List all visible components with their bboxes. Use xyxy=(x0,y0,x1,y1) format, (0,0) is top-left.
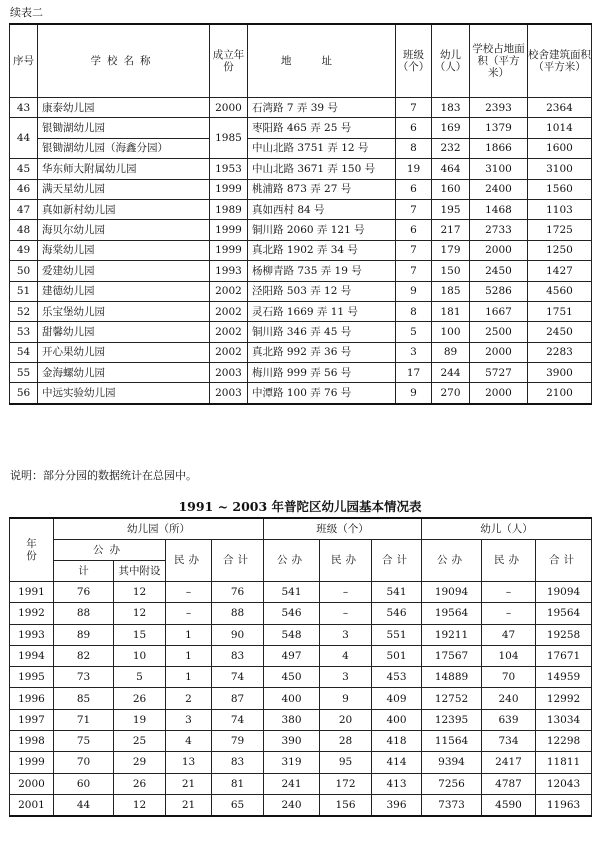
cell-children: 244 xyxy=(432,363,470,383)
cell-name: 海棠幼儿园 xyxy=(38,240,210,260)
cell-year: 1996 xyxy=(10,688,54,709)
cell-att: 25 xyxy=(114,731,166,752)
cell-children: 89 xyxy=(432,342,470,362)
cell-c-pub: 390 xyxy=(264,731,320,752)
cell-building: 1600 xyxy=(528,138,592,158)
table2-body xyxy=(10,582,592,817)
cell-k-tot: 12992 xyxy=(536,688,592,709)
cell-pub: 89 xyxy=(54,624,114,645)
cell-area: 1667 xyxy=(470,301,528,321)
cell-year: 1993 xyxy=(10,624,54,645)
cell-building: 2100 xyxy=(528,383,592,404)
cell-pub: 70 xyxy=(54,752,114,773)
cell-address: 灵石路 1669 弄 11 号 xyxy=(248,301,396,321)
header-children: 幼儿（人） xyxy=(422,518,592,540)
cell-year: 1999 xyxy=(210,179,248,199)
cell-classes: 9 xyxy=(396,383,432,404)
cell-children: 217 xyxy=(432,220,470,240)
cell-k-pub: 19094 xyxy=(422,582,482,603)
cell-pub: 73 xyxy=(54,667,114,688)
table-note: 说明：部分分园的数据统计在总园中。 xyxy=(10,469,197,482)
cell-c-pri: 3 xyxy=(320,667,372,688)
table2-header-row-1 xyxy=(10,518,592,540)
cell-c-pri: 95 xyxy=(320,752,372,773)
cell-children: 150 xyxy=(432,261,470,281)
cell-seq: 46 xyxy=(10,179,38,199)
cell-year: 2003 xyxy=(210,363,248,383)
cell-k-pri: 639 xyxy=(482,709,536,730)
cell-name: 海贝尔幼儿园 xyxy=(38,220,210,240)
cell-address: 桃浦路 873 弄 27 号 xyxy=(248,179,396,199)
cell-pub: 44 xyxy=(54,794,114,816)
cell-area: 2000 xyxy=(470,240,528,260)
table2-title: 1991 ~ 2003 年普陀区幼儿园基本情况表 xyxy=(178,499,422,514)
cell-k-pub: 19564 xyxy=(422,603,482,624)
cell-pri: – xyxy=(166,582,212,603)
cell-area: 2733 xyxy=(470,220,528,240)
cell-building: 1725 xyxy=(528,220,592,240)
cell-tot: 88 xyxy=(212,603,264,624)
cell-area: 2000 xyxy=(470,383,528,404)
table-row xyxy=(10,220,592,240)
cell-pri: 21 xyxy=(166,794,212,816)
cell-building: 1560 xyxy=(528,179,592,199)
cell-c-pri: 9 xyxy=(320,688,372,709)
cell-building: 4560 xyxy=(528,281,592,301)
header-building: 校舍建筑面积（平方米） xyxy=(528,24,592,98)
cell-name: 银锄湖幼儿园 xyxy=(38,118,210,138)
cell-pub: 88 xyxy=(54,603,114,624)
cell-k-pri: 104 xyxy=(482,645,536,666)
cell-children: 185 xyxy=(432,281,470,301)
cell-building: 2283 xyxy=(528,342,592,362)
cell-area: 2500 xyxy=(470,322,528,342)
cell-c-pri: 28 xyxy=(320,731,372,752)
cell-seq: 45 xyxy=(10,159,38,179)
cell-children: 270 xyxy=(432,383,470,404)
cell-address: 真北路 1902 弄 34 号 xyxy=(248,240,396,260)
cell-classes: 17 xyxy=(396,363,432,383)
cell-name: 甜馨幼儿园 xyxy=(38,322,210,342)
header-public: 公办 xyxy=(54,540,166,561)
cell-c-tot: 551 xyxy=(372,624,422,645)
header-name: 学校名称 xyxy=(38,24,210,98)
cell-area: 2400 xyxy=(470,179,528,199)
header-classes: 班级（个） xyxy=(396,24,432,98)
cell-k-pub: 14889 xyxy=(422,667,482,688)
cell-year: 1992 xyxy=(10,603,54,624)
cell-tot: 87 xyxy=(212,688,264,709)
cell-area: 1468 xyxy=(470,199,528,219)
cell-year: 2001 xyxy=(10,794,54,816)
cell-name: 真如新村幼儿园 xyxy=(38,199,210,219)
cell-area: 5727 xyxy=(470,363,528,383)
cell-name: 华东师大附属幼儿园 xyxy=(38,159,210,179)
cell-children: 160 xyxy=(432,179,470,199)
cell-att: 12 xyxy=(114,603,166,624)
cell-year: 2002 xyxy=(210,281,248,301)
cell-name: 中远实验幼儿园 xyxy=(38,383,210,404)
table-row xyxy=(10,667,592,688)
table1-header-row xyxy=(10,24,592,98)
cell-k-pub: 12752 xyxy=(422,688,482,709)
continued-label: 续表二 xyxy=(10,6,43,19)
cell-year: 1985 xyxy=(210,118,248,159)
cell-seq: 49 xyxy=(10,240,38,260)
cell-c-pub: 546 xyxy=(264,603,320,624)
cell-building: 2364 xyxy=(528,98,592,118)
cell-year: 1999 xyxy=(10,752,54,773)
cell-c-tot: 413 xyxy=(372,773,422,794)
cell-children: 179 xyxy=(432,240,470,260)
cell-classes: 6 xyxy=(396,118,432,138)
header-class-private: 民办 xyxy=(320,540,372,582)
cell-address: 铜川路 2060 弄 121 号 xyxy=(248,220,396,240)
cell-year: 2002 xyxy=(210,342,248,362)
cell-year: 1999 xyxy=(210,240,248,260)
cell-area: 5286 xyxy=(470,281,528,301)
cell-seq: 51 xyxy=(10,281,38,301)
cell-c-tot: 400 xyxy=(372,709,422,730)
header-child-public: 公办 xyxy=(422,540,482,582)
cell-c-pri: 172 xyxy=(320,773,372,794)
cell-pri: 4 xyxy=(166,731,212,752)
cell-seq: 43 xyxy=(10,98,38,118)
cell-c-pub: 319 xyxy=(264,752,320,773)
table-row xyxy=(10,688,592,709)
cell-c-tot: 546 xyxy=(372,603,422,624)
cell-k-pri: 4590 xyxy=(482,794,536,816)
table-row xyxy=(10,138,592,158)
cell-area: 1379 xyxy=(470,118,528,138)
cell-seq: 44 xyxy=(10,118,38,159)
cell-classes: 9 xyxy=(396,281,432,301)
header-child-total: 合计 xyxy=(536,540,592,582)
cell-k-pri: 240 xyxy=(482,688,536,709)
cell-k-pri: 47 xyxy=(482,624,536,645)
cell-att: 12 xyxy=(114,794,166,816)
cell-name: 建德幼儿园 xyxy=(38,281,210,301)
cell-pri: 2 xyxy=(166,688,212,709)
table-row xyxy=(10,645,592,666)
header-year: 成立年份 xyxy=(210,24,248,98)
cell-address: 杨柳青路 735 弄 19 号 xyxy=(248,261,396,281)
cell-area: 1866 xyxy=(470,138,528,158)
header-children: 幼儿（人） xyxy=(432,24,470,98)
cell-address: 真北路 992 弄 36 号 xyxy=(248,342,396,362)
header-kindergartens: 幼儿园（所） xyxy=(54,518,264,540)
cell-tot: 81 xyxy=(212,773,264,794)
cell-area: 2393 xyxy=(470,98,528,118)
cell-pub: 76 xyxy=(54,582,114,603)
cell-classes: 6 xyxy=(396,220,432,240)
cell-classes: 5 xyxy=(396,322,432,342)
cell-c-tot: 501 xyxy=(372,645,422,666)
cell-classes: 7 xyxy=(396,240,432,260)
table-row xyxy=(10,261,592,281)
cell-k-pri: 4787 xyxy=(482,773,536,794)
table-row xyxy=(10,199,592,219)
table-row xyxy=(10,240,592,260)
cell-tot: 83 xyxy=(212,752,264,773)
cell-c-pub: 497 xyxy=(264,645,320,666)
cell-k-pri: 70 xyxy=(482,667,536,688)
cell-k-tot: 11811 xyxy=(536,752,592,773)
cell-year: 1989 xyxy=(210,199,248,219)
cell-year: 1999 xyxy=(210,220,248,240)
cell-tot: 76 xyxy=(212,582,264,603)
cell-address: 铜川路 346 弄 45 号 xyxy=(248,322,396,342)
cell-address: 中山北路 3751 弄 12 号 xyxy=(248,138,396,158)
cell-k-tot: 14959 xyxy=(536,667,592,688)
cell-k-pri: 2417 xyxy=(482,752,536,773)
cell-classes: 7 xyxy=(396,261,432,281)
cell-classes: 7 xyxy=(396,199,432,219)
cell-year: 1997 xyxy=(10,709,54,730)
cell-att: 12 xyxy=(114,582,166,603)
cell-name: 乐宝堡幼儿园 xyxy=(38,301,210,321)
header-class-total: 合计 xyxy=(372,540,422,582)
cell-building: 3100 xyxy=(528,159,592,179)
cell-children: 169 xyxy=(432,118,470,138)
cell-c-tot: 396 xyxy=(372,794,422,816)
cell-classes: 3 xyxy=(396,342,432,362)
cell-children: 181 xyxy=(432,301,470,321)
cell-address: 梅川路 999 弄 56 号 xyxy=(248,363,396,383)
table-row xyxy=(10,179,592,199)
cell-k-pri: – xyxy=(482,582,536,603)
cell-c-tot: 409 xyxy=(372,688,422,709)
cell-c-pri: 20 xyxy=(320,709,372,730)
cell-building: 1014 xyxy=(528,118,592,138)
cell-seq: 48 xyxy=(10,220,38,240)
cell-year: 2003 xyxy=(210,383,248,404)
cell-year: 2000 xyxy=(210,98,248,118)
header-classes: 班级（个） xyxy=(264,518,422,540)
cell-year: 1995 xyxy=(10,667,54,688)
cell-c-pub: 548 xyxy=(264,624,320,645)
table-row xyxy=(10,98,592,118)
cell-classes: 8 xyxy=(396,138,432,158)
table-row xyxy=(10,322,592,342)
cell-address: 枣阳路 465 弄 25 号 xyxy=(248,118,396,138)
header-seq: 序号 xyxy=(10,24,38,98)
cell-pri: 1 xyxy=(166,645,212,666)
cell-c-pub: 240 xyxy=(264,794,320,816)
cell-k-tot: 19094 xyxy=(536,582,592,603)
table-row xyxy=(10,624,592,645)
cell-children: 195 xyxy=(432,199,470,219)
cell-tot: 90 xyxy=(212,624,264,645)
cell-att: 29 xyxy=(114,752,166,773)
cell-address: 中山北路 3671 弄 150 号 xyxy=(248,159,396,179)
cell-tot: 74 xyxy=(212,709,264,730)
cell-att: 26 xyxy=(114,773,166,794)
cell-k-tot: 19564 xyxy=(536,603,592,624)
cell-classes: 7 xyxy=(396,98,432,118)
cell-building: 3900 xyxy=(528,363,592,383)
cell-pub: 82 xyxy=(54,645,114,666)
cell-area: 2000 xyxy=(470,342,528,362)
cell-children: 183 xyxy=(432,98,470,118)
cell-c-pub: 380 xyxy=(264,709,320,730)
cell-name: 银锄湖幼儿园（海鑫分园） xyxy=(38,138,210,158)
cell-k-tot: 12043 xyxy=(536,773,592,794)
cell-year: 1993 xyxy=(210,261,248,281)
table-row xyxy=(10,363,592,383)
table-row xyxy=(10,159,592,179)
cell-k-pub: 11564 xyxy=(422,731,482,752)
cell-address: 泾阳路 503 弄 12 号 xyxy=(248,281,396,301)
cell-building: 1427 xyxy=(528,261,592,281)
table-row xyxy=(10,794,592,816)
cell-building: 1103 xyxy=(528,199,592,219)
cell-pri: 1 xyxy=(166,624,212,645)
cell-building: 1751 xyxy=(528,301,592,321)
cell-classes: 8 xyxy=(396,301,432,321)
cell-c-pri: 4 xyxy=(320,645,372,666)
table-row xyxy=(10,582,592,603)
table-row xyxy=(10,342,592,362)
header-address: 地址 xyxy=(248,24,396,98)
cell-year: 2002 xyxy=(210,301,248,321)
cell-tot: 74 xyxy=(212,667,264,688)
cell-seq: 47 xyxy=(10,199,38,219)
cell-seq: 53 xyxy=(10,322,38,342)
cell-k-pri: 734 xyxy=(482,731,536,752)
table-row xyxy=(10,603,592,624)
table2-header-row-2 xyxy=(10,540,592,561)
table-row xyxy=(10,383,592,404)
header-total: 合计 xyxy=(212,540,264,582)
table-row xyxy=(10,709,592,730)
cell-att: 10 xyxy=(114,645,166,666)
cell-classes: 6 xyxy=(396,179,432,199)
cell-c-pub: 241 xyxy=(264,773,320,794)
cell-pub: 60 xyxy=(54,773,114,794)
cell-name: 康泰幼儿园 xyxy=(38,98,210,118)
cell-children: 464 xyxy=(432,159,470,179)
cell-pri: 1 xyxy=(166,667,212,688)
cell-k-tot: 19258 xyxy=(536,624,592,645)
cell-k-pub: 7373 xyxy=(422,794,482,816)
cell-k-pri: – xyxy=(482,603,536,624)
kindergarten-list-table xyxy=(9,23,592,405)
cell-building: 2450 xyxy=(528,322,592,342)
cell-k-tot: 11963 xyxy=(536,794,592,816)
cell-k-pub: 19211 xyxy=(422,624,482,645)
cell-area: 3100 xyxy=(470,159,528,179)
header-subtotal: 计 xyxy=(54,561,114,582)
table-row xyxy=(10,301,592,321)
cell-year: 1994 xyxy=(10,645,54,666)
header-area: 学校占地面积（平方米） xyxy=(470,24,528,98)
cell-tot: 83 xyxy=(212,645,264,666)
kindergarten-stats-table xyxy=(9,517,592,817)
cell-address: 石湾路 7 弄 39 号 xyxy=(248,98,396,118)
cell-pri: – xyxy=(166,603,212,624)
cell-c-pub: 450 xyxy=(264,667,320,688)
cell-classes: 19 xyxy=(396,159,432,179)
cell-seq: 54 xyxy=(10,342,38,362)
cell-year: 2002 xyxy=(210,322,248,342)
cell-c-pri: – xyxy=(320,603,372,624)
cell-c-pub: 400 xyxy=(264,688,320,709)
header-child-private: 民办 xyxy=(482,540,536,582)
cell-c-pub: 541 xyxy=(264,582,320,603)
cell-pub: 85 xyxy=(54,688,114,709)
cell-k-pub: 7256 xyxy=(422,773,482,794)
cell-k-tot: 12298 xyxy=(536,731,592,752)
cell-name: 满天星幼儿园 xyxy=(38,179,210,199)
cell-tot: 65 xyxy=(212,794,264,816)
header-attached: 其中附设 xyxy=(114,561,166,582)
cell-c-pri: 3 xyxy=(320,624,372,645)
cell-c-tot: 418 xyxy=(372,731,422,752)
cell-k-pub: 12395 xyxy=(422,709,482,730)
cell-k-tot: 13034 xyxy=(536,709,592,730)
cell-seq: 52 xyxy=(10,301,38,321)
cell-c-pri: 156 xyxy=(320,794,372,816)
cell-year: 2000 xyxy=(10,773,54,794)
cell-seq: 56 xyxy=(10,383,38,404)
cell-c-tot: 541 xyxy=(372,582,422,603)
header-year: 年份 xyxy=(10,518,54,582)
cell-pub: 75 xyxy=(54,731,114,752)
cell-k-pub: 9394 xyxy=(422,752,482,773)
cell-seq: 50 xyxy=(10,261,38,281)
cell-att: 15 xyxy=(114,624,166,645)
cell-att: 26 xyxy=(114,688,166,709)
table-row xyxy=(10,118,592,138)
cell-children: 232 xyxy=(432,138,470,158)
table-row xyxy=(10,773,592,794)
table-row xyxy=(10,731,592,752)
cell-children: 100 xyxy=(432,322,470,342)
cell-building: 1250 xyxy=(528,240,592,260)
cell-c-pri: – xyxy=(320,582,372,603)
cell-att: 5 xyxy=(114,667,166,688)
cell-pri: 13 xyxy=(166,752,212,773)
cell-c-tot: 453 xyxy=(372,667,422,688)
cell-k-tot: 17671 xyxy=(536,645,592,666)
cell-tot: 79 xyxy=(212,731,264,752)
cell-address: 真如西村 84 号 xyxy=(248,199,396,219)
cell-year: 1991 xyxy=(10,582,54,603)
cell-address: 中潭路 100 弄 76 号 xyxy=(248,383,396,404)
cell-year: 1998 xyxy=(10,731,54,752)
cell-c-tot: 414 xyxy=(372,752,422,773)
cell-pub: 71 xyxy=(54,709,114,730)
cell-name: 开心果幼儿园 xyxy=(38,342,210,362)
header-class-public: 公办 xyxy=(264,540,320,582)
cell-year: 1953 xyxy=(210,159,248,179)
cell-pri: 3 xyxy=(166,709,212,730)
cell-name: 金海螺幼儿园 xyxy=(38,363,210,383)
table1-body xyxy=(10,98,592,404)
header-private: 民办 xyxy=(166,540,212,582)
table-row xyxy=(10,281,592,301)
cell-pri: 21 xyxy=(166,773,212,794)
cell-area: 2450 xyxy=(470,261,528,281)
cell-att: 19 xyxy=(114,709,166,730)
cell-seq: 55 xyxy=(10,363,38,383)
cell-name: 爱建幼儿园 xyxy=(38,261,210,281)
cell-k-pub: 17567 xyxy=(422,645,482,666)
table-row xyxy=(10,752,592,773)
